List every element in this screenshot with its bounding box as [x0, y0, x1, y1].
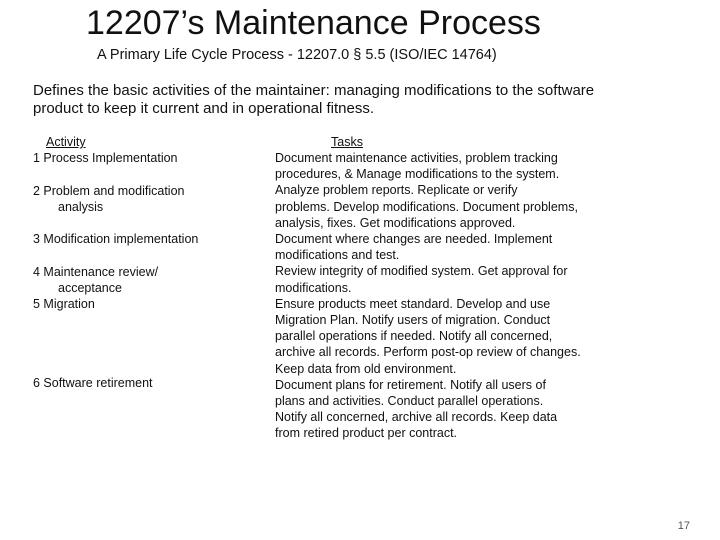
activity-item — [33, 150, 178, 166]
activity-label: 1 Process Implementation — [33, 151, 178, 165]
task-line: Ensure products meet standard. Develop and use — [275, 296, 551, 311]
activity-item — [33, 375, 153, 391]
page-number: 17 — [677, 520, 690, 532]
activity-label: 4 Maintenance review/ — [33, 265, 159, 279]
task-line: Keep data from old environment. — [275, 361, 457, 376]
activity-item — [33, 296, 95, 312]
task-line: procedures, & Manage modifications to the system. — [275, 167, 560, 182]
task-line: modifications. — [275, 280, 352, 295]
tasks-column-header: Tasks — [331, 135, 363, 149]
activity-label-continued: analysis — [58, 200, 104, 215]
task-line: analysis, fixes. Get modifications approved. — [275, 215, 516, 230]
task-line: archive all records. Perform post-op review of changes. — [275, 345, 581, 360]
task-line: Document where changes are needed. Implement — [275, 232, 553, 247]
definition-line: Defines the basic activities of the maintainer: managing modifications to the software — [33, 82, 595, 99]
task-line: Document plans for retirement. Notify all users of — [275, 377, 546, 392]
task-line: Notify all concerned, archive all records. Keep data — [275, 410, 558, 425]
page-title: 12207’s Maintenance Process — [86, 4, 541, 42]
task-line: Migration Plan. Notify users of migration. Conduct — [275, 313, 551, 328]
task-line: modifications and test. — [275, 248, 400, 263]
task-line: from retired product per contract. — [275, 426, 458, 441]
activity-label-continued: acceptance — [58, 281, 122, 296]
task-line: problems. Develop modifications. Document problems, — [275, 199, 578, 214]
task-line: Review integrity of modified system. Get approval for — [275, 264, 568, 279]
task-line: Analyze problem reports. Replicate or verify — [275, 183, 518, 198]
definition-text — [33, 82, 683, 118]
activity-label: 2 Problem and modification — [33, 184, 185, 198]
activity-label: 5 Migration — [33, 297, 95, 311]
task-line: parallel operations if needed. Notify all concerned, — [275, 329, 553, 344]
activity-label: 3 Modification implementation — [33, 232, 199, 246]
task-line: plans and activities. Conduct parallel operations. — [275, 394, 544, 409]
activity-column-header: Activity — [46, 135, 86, 149]
tasks-list — [275, 150, 645, 442]
definition-line: product to keep it current and in operational fitness. — [33, 100, 375, 117]
activity-item — [33, 231, 198, 247]
activity-item — [33, 264, 158, 297]
activity-label: 6 Software retirement — [33, 376, 153, 390]
task-line: Document maintenance activities, problem tracking — [275, 151, 558, 165]
page-subtitle: A Primary Life Cycle Process - 12207.0 § 5.5 (ISO/IEC 14764) — [97, 47, 497, 63]
activity-item — [33, 183, 184, 216]
